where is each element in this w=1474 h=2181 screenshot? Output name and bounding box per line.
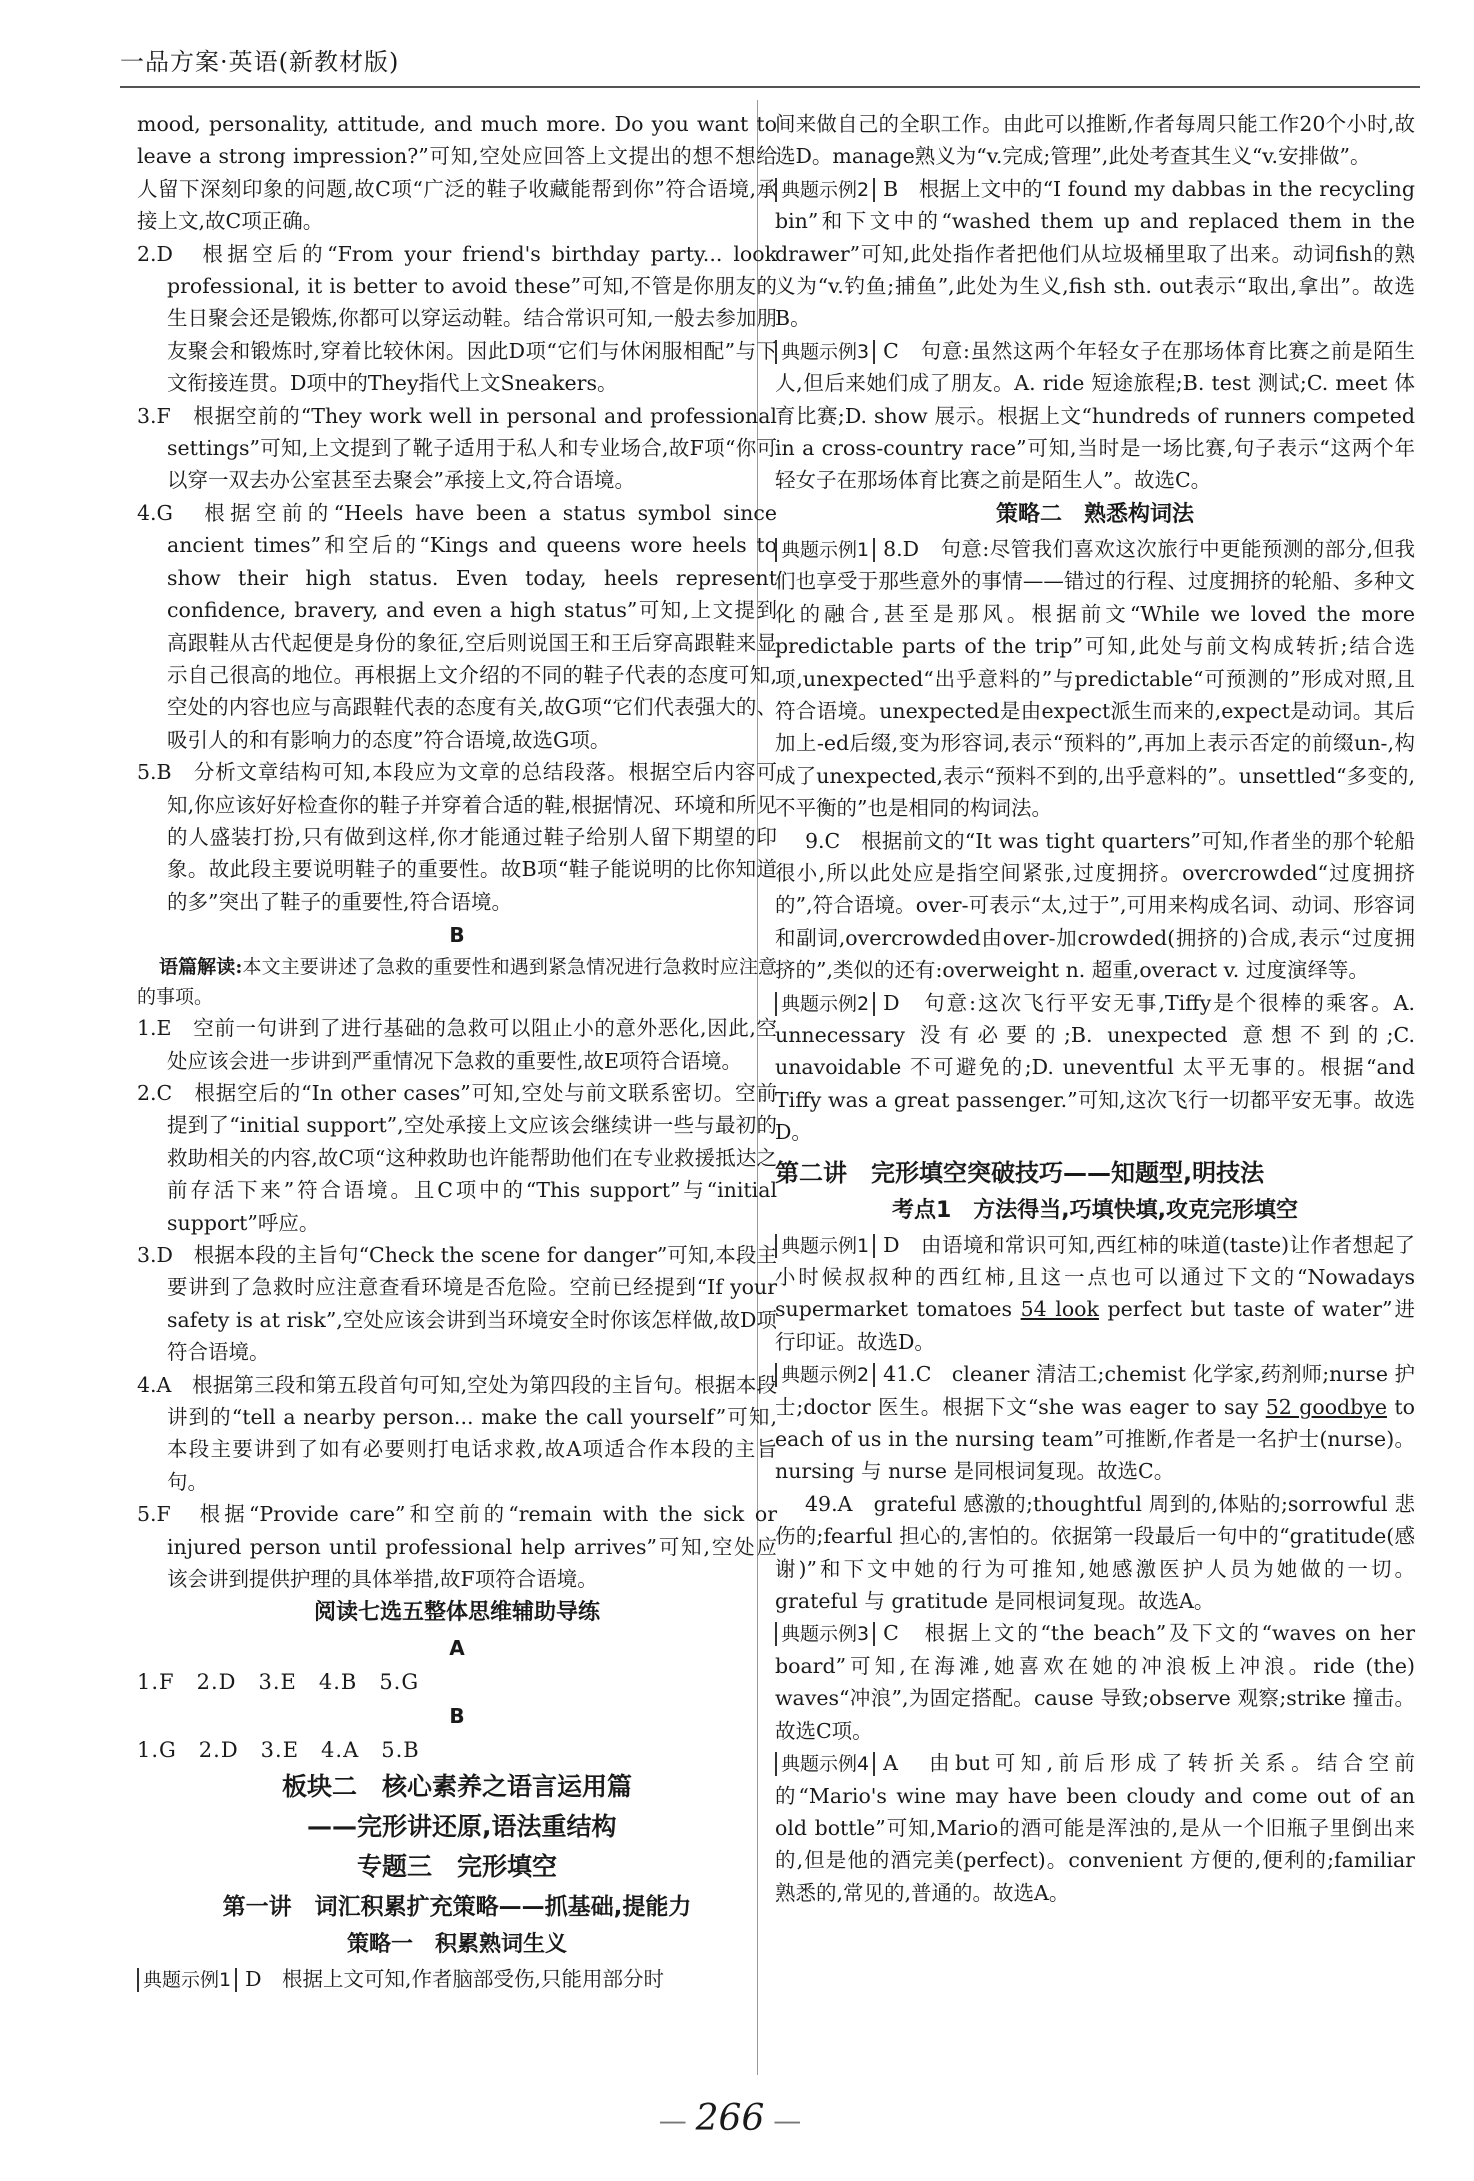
example-tag: 典题示例2	[775, 992, 875, 1016]
strategy1-title: 策略一 积累熟词生义	[346, 1932, 567, 1958]
example-2	[775, 173, 1415, 335]
example-text: D 根据上文可知,作者脑部受伤,只能用部分时	[245, 1967, 665, 1992]
answer-a4: 4.G 根据空前的“Heels have been a status symbol since ancient times”和空后的“Kings and queens wore heels to show their high status. Even today, heels represent confidence, bravery, and even a high status”可知,上文提到高跟鞋从古代起便是身份的象征,空后则说国王和王后穿高跟鞋来显示自己很高的地位。再根据上文介绍的不同的鞋子代表的态度可知,空处的内容也应与高跟鞋代表的态度有关,故G项“它们代表强大的、吸引人的和有影响力的态度”符合语境,故选G项。	[137, 500, 777, 752]
lecture2-title: 第二讲 完形填空突破技巧——知题型,明技法	[775, 1158, 1265, 1187]
running-header: 一品方案·英语(新教材版)	[120, 48, 400, 76]
answer-a5: 5.B 分析文章结构可知,本段应为文章的总结段落。根据空后内容可知,你应该好好检查你的鞋子并穿着合适的鞋,根据情况、环境和所见的人盛装打扮,只有做到这样,你才能通过鞋子给别人留下期望的印象。故此段主要说明鞋子的重要性。故B项“鞋子能说明的比你知道的多”突出了鞋子的重要性,符合语境。	[137, 760, 777, 914]
answer-b4: 4.A 根据第三段和第五段首句可知,空处为第四段的主旨句。根据本段讲到的“tell a nearby person... make the call yourself”可知,本段主要讲到了如有必要则打电话求救,故A项适合作本段的主旨句。	[137, 1372, 777, 1494]
strategy2-example-1	[775, 533, 1415, 825]
paragraph-continued: 间来做自己的全职工作。由此可以推断,作者每周只能工作20个小时,故选D。manage熟义为“v.完成;管理”,此处考查其生义“v.安排做”。	[775, 112, 1415, 169]
blank-answer: 52 goodbye	[1265, 1394, 1387, 1419]
answer-a2: 2.D 根据空后的“From your friend's birthday party... look professional, it is better to avoid these”可知,不管是你朋友的生日聚会还是锻炼,你都可以穿运动鞋。结合常识可知,一般去参加朋友聚会和锻炼时,穿着比较休闲。因此D项“它们与休闲服相配”与下文衔接连贯。D项中的They指代上文Sneakers。	[137, 241, 777, 396]
page-number-dash-left: —	[658, 2104, 696, 2137]
example-tag: 典题示例3	[775, 1622, 875, 1646]
example-text: C 句意:虽然这两个年轻女子在那场体育比赛之前是陌生人,但后来她们成了朋友。A. ride 短途旅程;B. test 测试;C. meet 体育比赛;D. show 展示。根据上文“hundreds of runners competed in a cross-country race”可知,当时是一场比赛,句子表示“这两个年轻女子在那场体育比赛之前是陌生人”。故选C。	[775, 338, 1415, 493]
left-column	[137, 108, 777, 1996]
example-tag: 典题示例2	[775, 178, 875, 202]
guide-answers-a: 1.F 2.D 3.E 4.B 5.G	[137, 1670, 420, 1695]
example-text: D 由语境和常识可知,西红柿的味道(taste)让作者想起了小时候叔叔种的西红柿,且这一点也可以通过下文的“Nowadays supermarket tomatoes	[775, 1232, 1415, 1322]
page-number	[620, 2098, 840, 2139]
kaodian1-example-2	[775, 1358, 1415, 1488]
example-tag: 典题示例1	[775, 538, 875, 562]
example-3	[775, 335, 1415, 497]
guide-letter-a: A	[449, 1636, 465, 1661]
page-number-dash-right: —	[764, 2104, 802, 2137]
example-1	[137, 1963, 777, 1995]
topic-title: 专题三 完形填空	[356, 1852, 557, 1882]
kaodian1-example-1	[775, 1229, 1415, 1359]
example-text: C 根据上文的“the beach”及下文的“waves on her board”可知,在海滩,她喜欢在她的冲浪板上冲浪。ride (the) waves“冲浪”,为固定搭配。cause 导致;observe 观察;strike 撞击。故选C项。	[775, 1621, 1415, 1743]
right-column	[775, 108, 1415, 1909]
blank-answer: 54 look	[1020, 1297, 1099, 1322]
section-letter-b: B	[449, 923, 465, 948]
example-text: D 句意:这次飞行平安无事,Tiffy是个很棒的乘客。A. unnecessary 没有必要的;B. unexpected 意想不到的;C. unavoidable 不可避免的;D. uneventful 太平无事的。根据“and Tiffy was a great passenger.”可知,这次飞行一切都平安无事。故选D。	[775, 990, 1415, 1145]
example-tag: 典题示例1	[137, 1968, 237, 1992]
example-text: 8.D 句意:尽管我们喜欢这次旅行中更能预测的部分,但我们也享受于那些意外的事情——错过的行程、过度拥挤的轮船、多种文化的融合,甚至是那风。根据前文“While we loved the more predictable parts of the trip”可知,此处与前文构成转折;结合选项,unexpected“出乎意料的”与predictable“可预测的”形成对照,且符合语境。unexpected是由expect派生而来的,expect是动词。其后加上-ed后缀,变为形容词,表示“预料的”,再加上表示否定的前缀un-,构成了unexpected,表示“预料不到的,出乎意料的”。unsettled“多变的,不平衡的”也是相同的构词法。	[775, 536, 1415, 821]
lecture1-title: 第一讲 词汇积累扩充策略——抓基础,提能力	[222, 1894, 692, 1921]
guide-letter-b: B	[449, 1704, 465, 1729]
kaodian1-example-3	[775, 1617, 1415, 1747]
paragraph-continued: mood, personality, attitude, and much more. Do you want to leave a strong impression?”可知,空处应回答上文提出的想不想给人留下深刻印象的问题,故C项“广泛的鞋子收藏能帮到你”符合语境,承接上文,故C项正确。	[137, 112, 777, 234]
example-text: perfect but taste of water”进行印证。故选D。	[775, 1297, 1416, 1354]
kaodian1-title: 考点1 方法得当,巧填快填,攻克完形填空	[891, 1197, 1299, 1223]
example-text: to each of us in the nursing team”可推断,作者是一名护士(nurse)。nursing 与 nurse 是同根词复现。故选C。	[775, 1394, 1415, 1484]
block-subtitle: ——完形讲还原,语法重结构	[307, 1812, 617, 1842]
example-text: B 根据上文中的“I found my dabbas in the recycling bin”和下文中的“washed them up and replaced them in the drawer”可知,此处指作者把他们从垃圾桶里取了出来。动词fish的熟义为“v.钓鱼;捕鱼”,此处为生义,fish sth. out表示“取出,拿出”。故选B。	[775, 176, 1415, 331]
passage-summary-label: 语篇解读:	[159, 956, 243, 979]
example-tag: 典题示例3	[775, 340, 875, 364]
block-title: 板块二 核心素养之语言运用篇	[281, 1772, 632, 1802]
answer-b2: 2.C 根据空后的“In other cases”可知,空处与前文联系密切。空前提到了“initial support”,空处承接上文应该会继续讲一些与最初的救助相关的内容,故C项“这种救助也许能帮助他们在专业救援抵达之前存活下来”符合语境。且C项中的“This support”与“initial support”呼应。	[137, 1080, 777, 1235]
example-tag: 典题示例2	[775, 1363, 875, 1387]
passage-summary-text: 本文主要讲述了急救的重要性和遇到紧急情况进行急救时应注意的事项。	[137, 956, 777, 1009]
example-tag: 典题示例1	[775, 1234, 875, 1258]
header-rule	[120, 86, 1420, 88]
kaodian1-example-2-q49: 49.A grateful 感激的;thoughtful 周到的,体贴的;sorrowful 悲伤的;fearful 担心的,害怕的。依据第一段最后一句中的“gratitude(感谢)”和下文中她的行为可推知,她感激医护人员为她做的一切。grateful 与 gratitude 是同根词复现。故选A。	[775, 1491, 1415, 1614]
kaodian1-example-4	[775, 1747, 1415, 1909]
strategy2-title: 策略二 熟悉构词法	[995, 501, 1194, 527]
answer-b5: 5.F 根据“Provide care”和空前的“remain with the sick or injured person until professional help arrives”可知,空处应该会讲到提供护理的具体举措,故F项符合语境。	[137, 1502, 777, 1592]
answer-a3: 3.F 根据空前的“They work well in personal and professional settings”可知,上文提到了靴子适用于私人和专业场合,故F项“你可以穿一双去办公室甚至去聚会”承接上文,符合语境。	[137, 403, 777, 493]
guide-answers-b: 1.G 2.D 3.E 4.A 5.B	[137, 1738, 420, 1763]
strategy2-example-1-q9: 9.C 根据前文的“It was tight quarters”可知,作者坐的那个轮船很小,所以此处应是指空间紧张,过度拥挤。overcrowded“过度拥挤的”,符合语境。over-可表示“太,过于”,可用来构成名词、动词、形容词和副词,overcrowded由over-加crowded(拥挤的)合成,表示“过度拥挤的”,类似的还有:overweight n. 超重,overact v. 过度演绎等。	[775, 828, 1415, 983]
answer-b1: 1.E 空前一句讲到了进行基础的急救可以阻止小的意外恶化,因此,空处应该会进一步讲到严重情况下急救的重要性,故E项符合语境。	[137, 1016, 777, 1073]
answer-b3: 3.D 根据本段的主旨句“Check the scene for danger”可知,本段主要讲到了急救时应注意查看环境是否危险。空前已经提到“If your safety is at risk”,空处应该会讲到当环境安全时你该怎样做,故D项符合语境。	[137, 1243, 777, 1365]
example-text: A 由but可知,前后形成了转折关系。结合空前的“Mario's wine may have been cloudy and come out of an old bottle”可知,Mario的酒可能是浑浊的,是从一个旧瓶子里倒出来的,但是他的酒完美(perfect)。convenient 方便的,便利的;familiar 熟悉的,常见的,普通的。故选A。	[775, 1751, 1415, 1905]
page-number-value: 266	[695, 2098, 765, 2139]
example-text: 41.C cleaner 清洁工;chemist 化学家,药剂师;nurse 护士;doctor 医生。根据下文“she was eager to say	[775, 1362, 1415, 1419]
passage-summary	[137, 952, 777, 1012]
strategy2-example-2	[775, 987, 1415, 1149]
guide-title: 阅读七选五整体思维辅助导练	[313, 1600, 600, 1626]
example-tag: 典题示例4	[775, 1752, 875, 1776]
